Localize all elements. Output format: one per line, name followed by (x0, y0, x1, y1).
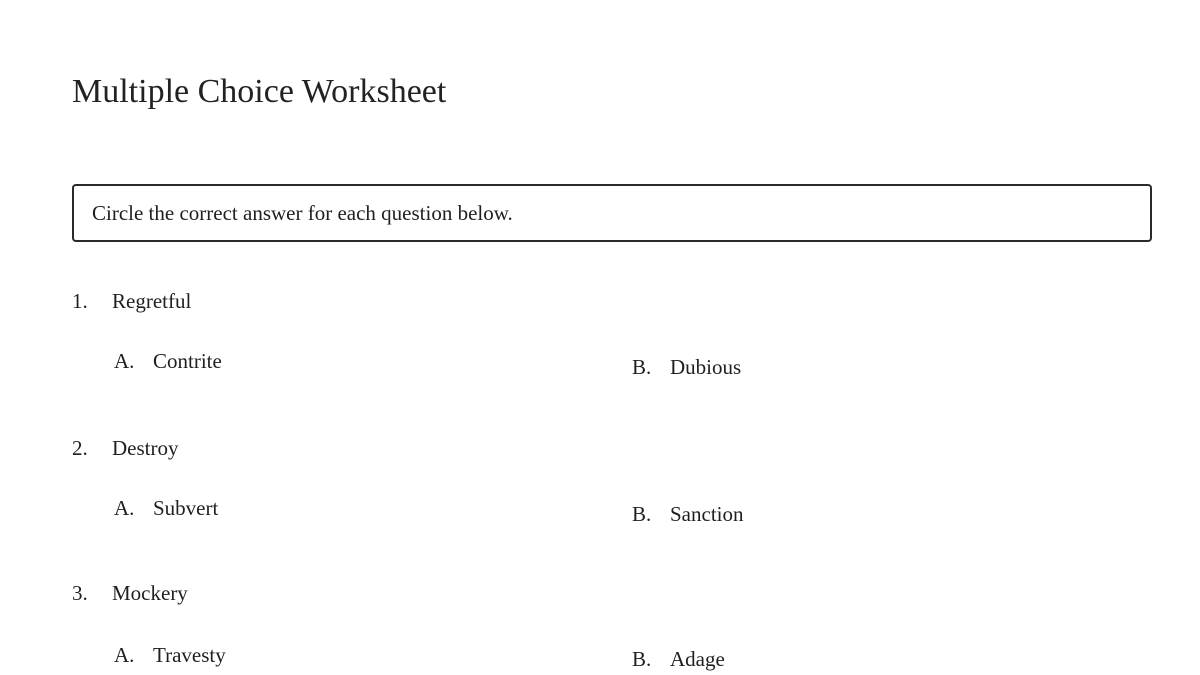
option-text: Travesty (153, 643, 226, 667)
option-letter: A. (114, 349, 135, 373)
question-number: 2. (72, 436, 88, 460)
option-a[interactable] (114, 643, 226, 667)
option-text: Contrite (153, 349, 222, 373)
option-letter: A. (114, 496, 135, 520)
option-letter: A. (114, 643, 135, 667)
option-text: Subvert (153, 496, 219, 520)
question-number: 1. (72, 289, 88, 313)
option-text: Adage (670, 647, 725, 671)
question-1 (72, 289, 1152, 409)
question-word: Destroy (112, 436, 179, 460)
option-letter: B. (632, 355, 652, 379)
question-prompt (72, 581, 188, 605)
option-letter: B. (632, 647, 652, 671)
question-word: Mockery (112, 581, 188, 605)
option-a[interactable] (114, 349, 222, 373)
question-2 (72, 436, 1152, 556)
page-title: Multiple Choice Worksheet (72, 73, 447, 110)
option-letter: B. (632, 502, 652, 526)
question-number: 3. (72, 581, 88, 605)
option-b[interactable] (632, 502, 744, 526)
question-word: Regretful (112, 289, 192, 313)
instruction-box (72, 184, 1152, 242)
question-3 (72, 581, 1152, 675)
option-b[interactable] (632, 355, 741, 379)
option-b[interactable] (632, 647, 725, 671)
option-text: Dubious (670, 355, 742, 379)
question-prompt (72, 289, 191, 313)
option-text: Sanction (670, 502, 744, 526)
question-prompt (72, 436, 179, 460)
option-a[interactable] (114, 496, 218, 520)
instruction-text: Circle the correct answer for each question below. (92, 201, 513, 225)
